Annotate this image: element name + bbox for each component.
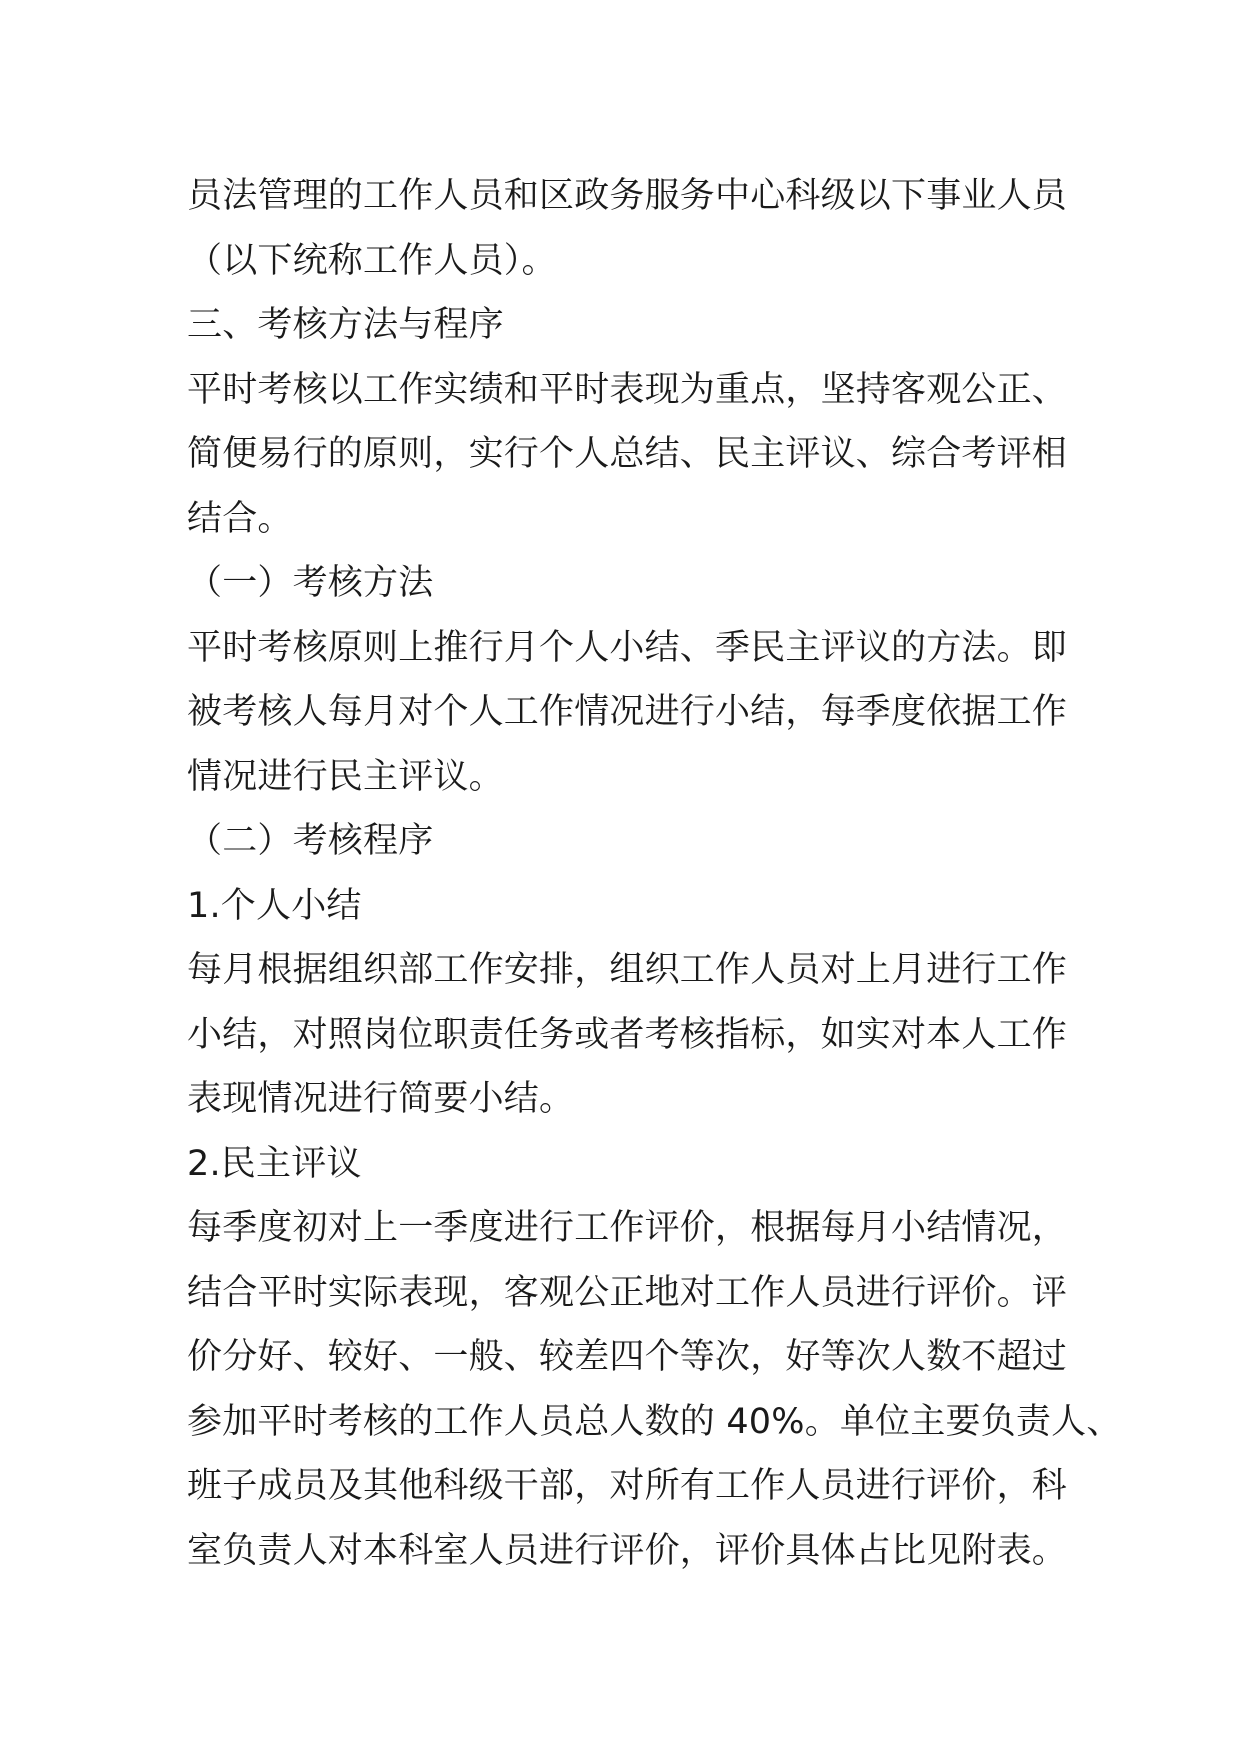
body-text-line: 结合。	[187, 498, 293, 539]
body-text-line: 小结，对照岗位职责任务或者考核指标，如实对本人工作	[187, 1014, 1068, 1055]
body-text-line: 价分好、较好、一般、较差四个等次，好等次人数不超过	[187, 1337, 1068, 1377]
item-heading: 2.民主评议	[187, 1143, 362, 1184]
body-text-line: 参加平时考核的工作人员总人数的 40%。单位主要负责人、	[187, 1401, 1122, 1442]
body-text-line: （以下统称工作人员）。	[187, 240, 557, 281]
section-heading: 三、考核方法与程序	[187, 305, 504, 345]
subsection-heading: （二）考核程序	[187, 821, 434, 861]
body-text-line: 被考核人每月对个人工作情况进行小结，每季度依据工作	[187, 692, 1068, 732]
document-body	[187, 164, 1122, 1583]
body-text-line: 员法管理的工作人员和区政务服务中心科级以下事业人员	[187, 176, 1068, 216]
body-text-line: 室负责人对本科室人员进行评价，评价具体占比见附表。	[187, 1530, 1068, 1571]
body-text-line: 班子成员及其他科级干部，对所有工作人员进行评价，科	[187, 1466, 1068, 1506]
subsection-heading: （一）考核方法	[187, 563, 434, 603]
body-text-line: 结合平时实际表现，客观公正地对工作人员进行评价。评	[187, 1272, 1068, 1313]
body-text-line: 情况进行民主评议。	[187, 756, 504, 797]
item-heading: 1.个人小结	[187, 885, 362, 926]
body-text-line: 表现情况进行简要小结。	[187, 1079, 575, 1119]
body-text-line: 每月根据组织部工作安排，组织工作人员对上月进行工作	[187, 950, 1068, 990]
body-text-line: 平时考核以工作实绩和平时表现为重点，坚持客观公正、	[187, 369, 1068, 410]
body-text-line: 简便易行的原则，实行个人总结、民主评议、综合考评相	[187, 434, 1068, 474]
body-text-line: 平时考核原则上推行月个人小结、季民主评议的方法。即	[187, 627, 1068, 668]
body-text-line: 每季度初对上一季度进行工作评价，根据每月小结情况，	[187, 1208, 1068, 1248]
